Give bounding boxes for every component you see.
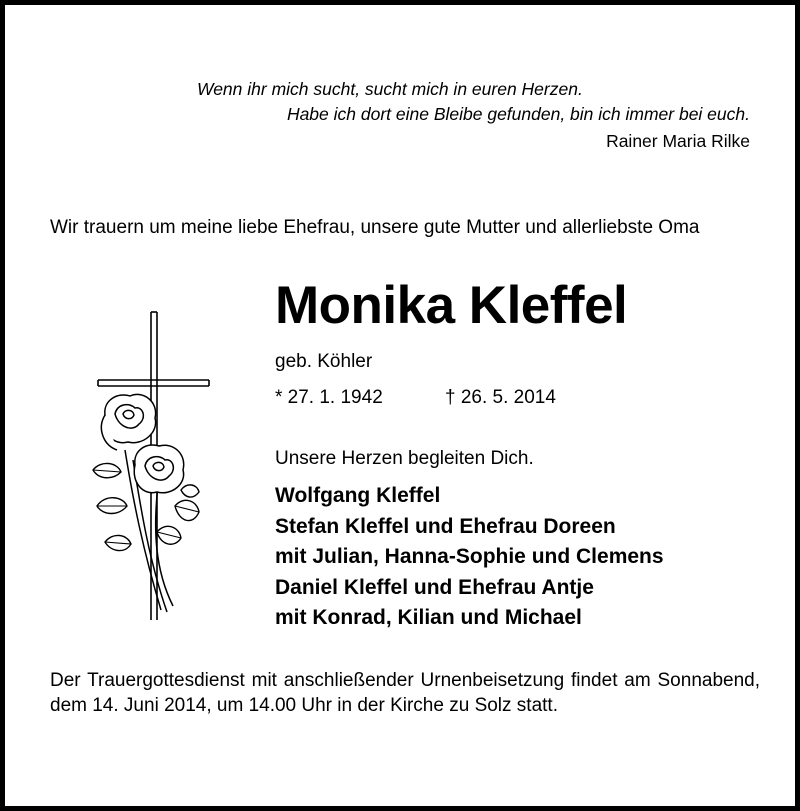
- birth-date: * 27. 1. 1942: [275, 387, 383, 408]
- deceased-name: Monika Kleffel: [275, 276, 628, 335]
- intro-text: Wir trauern um meine liebe Ehefrau, unsere gute Mutter und allerliebste Oma: [50, 217, 700, 238]
- mourner-line: Daniel Kleffel und Ehefrau Antje: [275, 575, 594, 599]
- poem-quote: [150, 77, 750, 127]
- farewell-line: Unsere Herzen begleiten Dich.: [275, 448, 534, 469]
- quote-author: Rainer Maria Rilke: [606, 131, 750, 151]
- service-notice: Der Trauergottesdienst mit anschließender Urnenbeisetzung findet am Sonnabend, dem 14. Juni 2014, um 14.00 Uhr in der Kirche zu Solz statt.: [50, 670, 760, 716]
- death-date: † 26. 5. 2014: [445, 387, 556, 408]
- mourner-line: Wolfgang Kleffel: [275, 484, 441, 507]
- quote-line-2: Habe ich dort eine Bleibe gefunden, bin ich immer bei euch.: [286, 104, 750, 124]
- quote-line-1: Wenn ihr mich sucht, sucht mich in euren Herzen.: [197, 79, 583, 99]
- mourner-line: Stefan Kleffel und Ehefrau Doreen: [275, 514, 616, 538]
- birth-name: geb. Köhler: [275, 351, 373, 372]
- cross-with-roses-icon: [83, 310, 223, 630]
- mourner-line: mit Konrad, Kilian und Michael: [275, 606, 582, 629]
- mourner-line: mit Julian, Hanna-Sophie und Clemens: [275, 545, 664, 568]
- mourners-list: [275, 481, 664, 634]
